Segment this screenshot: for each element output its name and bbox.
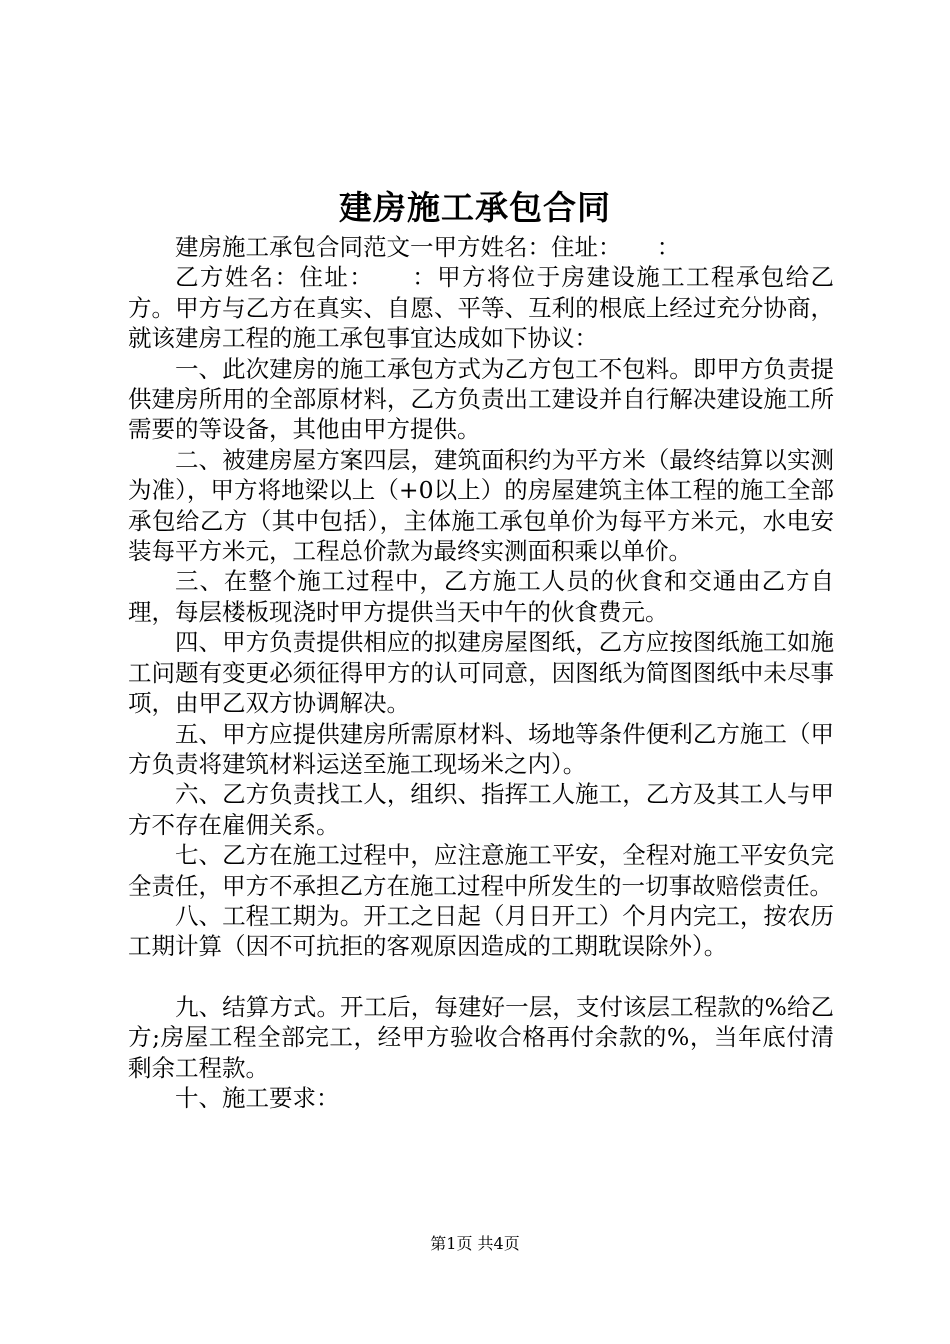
paragraph-clause-9: 九、结算方式。开工后，每建好一层，支付该层工程款的%给乙方;房屋工程全部完工，经甲方验收合格再付余款的%，当年底付清剩余工程款。 bbox=[128, 992, 834, 1082]
paragraph-clause-5: 五、甲方应提供建房所需原材料、场地等条件便利乙方施工（甲方负责将建筑材料运送至施工现场米之内）。 bbox=[128, 719, 834, 778]
paragraph-clause-4: 四、甲方负责提供相应的拟建房屋图纸，乙方应按图纸施工如施工问题有变更必须征得甲方的认可同意，因图纸为简图图纸中未尽事项，由甲乙双方协调解决。 bbox=[128, 628, 834, 718]
paragraph-clause-10: 十、施工要求： bbox=[175, 1083, 340, 1112]
document-title: 建房施工承包合同 bbox=[339, 188, 611, 227]
paragraph-clause-7: 七、乙方在施工过程中，应注意施工平安，全程对施工平安负完全责任，甲方不承担乙方在施工过程中所发生的一切事故赔偿责任。 bbox=[128, 841, 834, 900]
paragraph-party-b: 乙方姓名：住址： ：甲方将位于房建设施工工程承包给乙方。甲方与乙方在真实、自愿、平等、互利的根底上经过充分协商，就该建房工程的施工承包事宜达成如下协议： bbox=[128, 263, 834, 353]
paragraph-clause-1: 一、此次建房的施工承包方式为乙方包工不包料。即甲方负责提供建房所用的全部原材料，乙方负责出工建设并自行解决建设施工所需要的等设备，其他由甲方提供。 bbox=[128, 354, 834, 444]
paragraph-clause-3: 三、在整个施工过程中，乙方施工人员的伙食和交通由乙方自理，每层楼板现浇时甲方提供当天中午的伙食费元。 bbox=[128, 567, 834, 626]
page-number: 第1页 共4页 bbox=[430, 1234, 520, 1253]
document-body bbox=[128, 232, 834, 1113]
paragraph-clause-2: 二、被建房屋方案四层，建筑面积约为平方米（最终结算以实测为准），甲方将地梁以上（+0以上）的房屋建筑主体工程的施工全部承包给乙方（其中包括），主体施工承包单价为每平方米元，水电安装每平方米元，工程总价款为最终实测面积乘以单价。 bbox=[128, 445, 834, 566]
paragraph-intro: 建房施工承包合同范文一甲方姓名：住址： ： bbox=[175, 233, 681, 261]
paragraph-clause-6: 六、乙方负责找工人，组织、指挥工人施工，乙方及其工人与甲方不存在雇佣关系。 bbox=[128, 780, 834, 839]
paragraph-clause-8: 八、工程工期为。开工之日起（月日开工）个月内完工，按农历工期计算（因不可抗拒的客观原因造成的工期耽误除外）。 bbox=[128, 901, 834, 961]
